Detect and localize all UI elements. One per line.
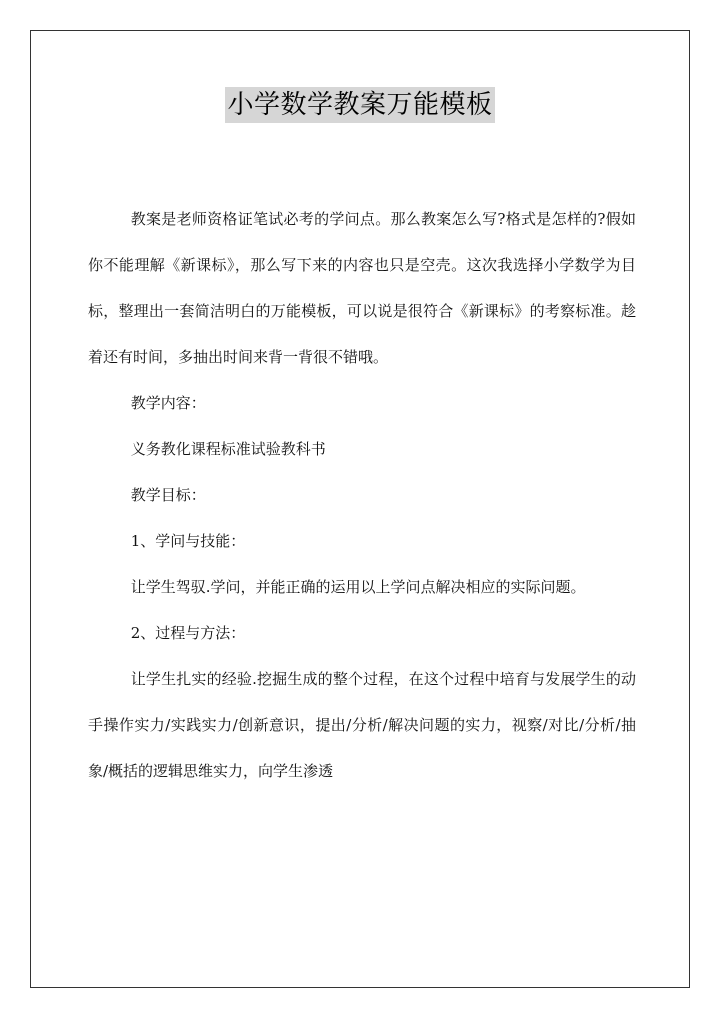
process-method-text: 让学生扎实的经验.挖掘生成的整个过程，在这个过程中培育与发展学生的动手操作实力/实践实力/创新意识，提出/分析/解决问题的实力，视察/对比/分析/抽象/概括的逻辑思维实力，向学生渗透 xyxy=(88,670,636,780)
document-title: 小学数学教案万能模板 xyxy=(225,87,494,123)
knowledge-skills-heading: 1、学问与技能： xyxy=(130,532,246,550)
teaching-content-text: 义务教化课程标准试验教科书 xyxy=(130,440,326,458)
teaching-goals-heading: 教学目标： xyxy=(130,486,206,504)
title-container xyxy=(0,87,720,123)
process-method-heading: 2、过程与方法： xyxy=(130,624,246,642)
knowledge-skills-text: 让学生驾驭.学问，并能正确的运用以上学问点解决相应的实际问题。 xyxy=(130,578,586,596)
document-body xyxy=(88,196,636,794)
intro-paragraph: 教案是老师资格证笔试必考的学问点。那么教案怎么写?格式是怎样的?假如你不能理解《新课标》，那么写下来的内容也只是空壳。这次我选择小学数学为目标，整理出一套简洁明白的万能模板，可以说是很符合《新课标》的考察标准。趁着还有时间，多抽出时间来背一背很不错哦。 xyxy=(88,210,636,366)
teaching-content-heading: 教学内容： xyxy=(130,394,206,412)
